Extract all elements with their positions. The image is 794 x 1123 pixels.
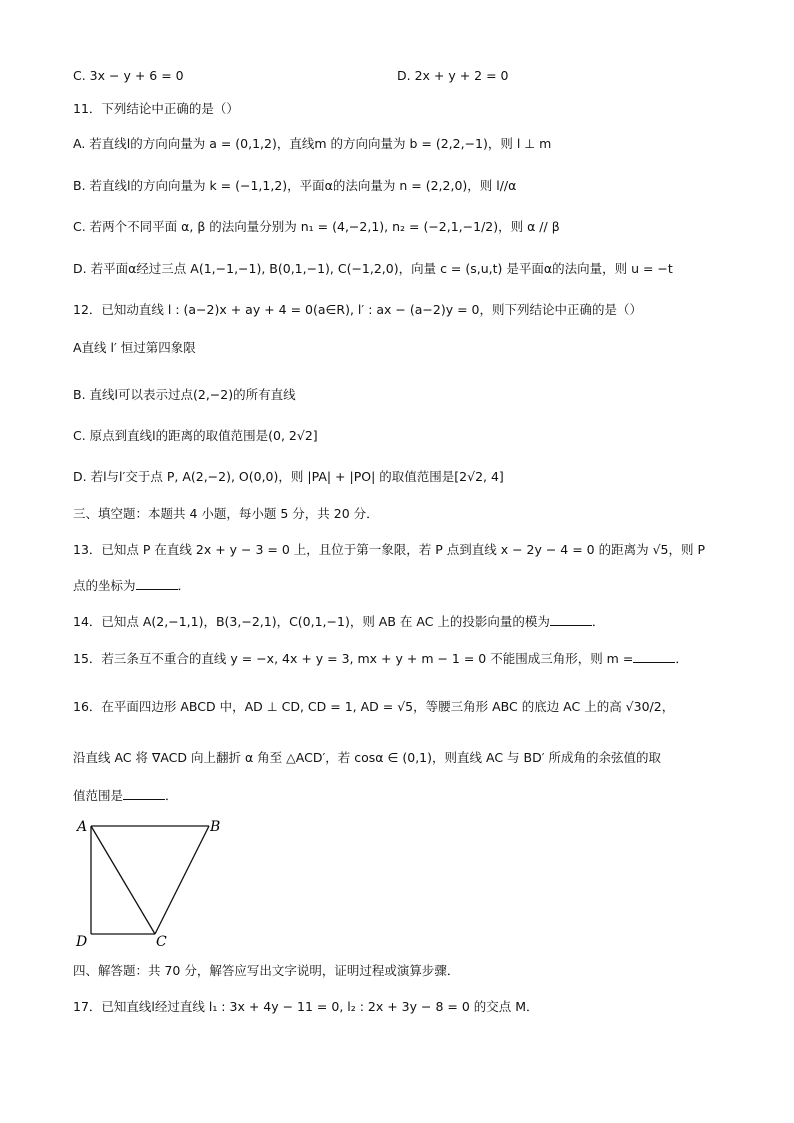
q13-text: 点的坐标为 xyxy=(73,578,136,593)
q11-option-d: D. 若平面α经过三点 A(1,−1,−1), B(0,1,−1), C(−1,2,0)，向量 c = (s,u,t) 是平面α的法向量，则 u = −t xyxy=(73,261,673,276)
q16-line2: 沿直线 AC 将 ∇ACD 向上翻折 α 角至 △ACD′，若 cosα ∈ (0,1)，则直线 AC 与 BD′ 所成角的余弦值的取 xyxy=(73,750,662,765)
section-3-heading: 三、填空题：本题共 4 小题，每小题 5 分，共 20 分． xyxy=(73,506,379,521)
q11-option-b: B. 若直线l的方向向量为 k = (−1,1,2)，平面α的法向量为 n = (2,2,0)，则 l//α xyxy=(73,178,517,193)
label-b: B xyxy=(210,819,221,835)
q11-option-c: C. 若两个不同平面 α, β 的法向量分别为 n₁ = (4,−2,1), n₂ = (−2,1,−1/2)，则 α // β xyxy=(73,219,560,234)
q15: 15．若三条互不重合的直线 y = −x, 4x + y = 3, mx + y + m − 1 = 0 不能围成三角形，则 m = ． xyxy=(73,651,688,666)
answer-blank[interactable] xyxy=(550,613,592,626)
q13-line1: 13．已知点 P 在直线 2x + y − 3 = 0 上，且位于第一象限，若 P 点到直线 x − 2y − 4 = 0 的距离为 √5，则 P xyxy=(73,542,706,557)
q10-option-c: C. 3x − y + 6 = 0 xyxy=(73,68,184,83)
answer-blank[interactable] xyxy=(123,787,165,800)
q13-line2: 点的坐标为 ． xyxy=(73,578,191,593)
label-c: C xyxy=(156,934,167,950)
answer-blank[interactable] xyxy=(136,577,178,590)
section-4-heading: 四、解答题：共 70 分，解答应写出文字说明，证明过程或演算步骤． xyxy=(73,963,460,978)
q12-option-b: B. 直线l可以表示过点(2,−2)的所有直线 xyxy=(73,387,296,402)
label-d: D xyxy=(76,934,88,950)
q11-stem: 11．下列结论中正确的是（） xyxy=(73,101,239,116)
q12-stem: 12．已知动直线 l : (a−2)x + ay + 4 = 0(a∈R), l′ : ax − (a−2)y = 0，则下列结论中正确的是（） xyxy=(73,302,642,317)
q10-option-d: D. 2x + y + 2 = 0 xyxy=(397,68,509,83)
label-a: A xyxy=(77,819,88,835)
q12-option-d: D. 若l与l′交于点 P, A(2,−2), O(0,0)，则 |PA| + |PO| 的取值范围是[2√2, 4] xyxy=(73,469,504,484)
q17: 17．已知直线l经过直线 l₁ : 3x + 4y − 11 = 0, l₂ : 2x + 3y − 8 = 0 的交点 M． xyxy=(73,999,539,1014)
quadrilateral-figure xyxy=(70,815,240,950)
q14-text: 14．已知点 A(2,−1,1)，B(3,−2,1)，C(0,1,−1)，则 AB 在 AC 上的投影向量的模为 xyxy=(73,614,550,629)
diagonal-ac xyxy=(91,826,155,934)
q12-option-a: A直线 l′ 恒过第四象限 xyxy=(73,340,196,355)
q16-line3: 值范围是 ． xyxy=(73,788,178,803)
answer-blank[interactable] xyxy=(633,650,675,663)
q12-option-c: C. 原点到直线l的距离的取值范围是(0, 2√2] xyxy=(73,428,318,443)
q16-text: 值范围是 xyxy=(73,788,124,803)
q14: 14．已知点 A(2,−1,1)，B(3,−2,1)，C(0,1,−1)，则 AB 在 AC 上的投影向量的模为 ． xyxy=(73,614,605,629)
edge-bc xyxy=(155,826,209,934)
q16-line1: 16．在平面四边形 ABCD 中，AD ⊥ CD, CD = 1, AD = √5，等腰三角形 ABC 的底边 AC 上的高 √30/2， xyxy=(73,699,675,714)
q15-text: 15．若三条互不重合的直线 y = −x, 4x + y = 3, mx + y + m − 1 = 0 不能围成三角形，则 m = xyxy=(73,651,634,666)
q11-option-a: A. 若直线l的方向向量为 a = (0,1,2)，直线m 的方向向量为 b = (2,2,−1)，则 l ⊥ m xyxy=(73,136,552,151)
